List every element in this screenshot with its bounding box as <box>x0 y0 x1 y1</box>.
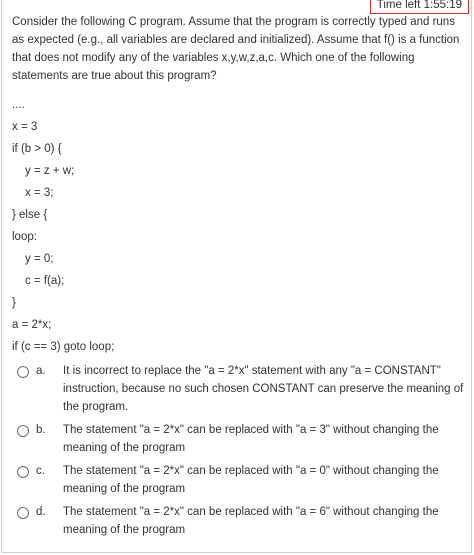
question-content <box>12 13 467 544</box>
option-text[interactable]: The statement "a = 2*x" can be replaced with "a = 6" without changing the meaning of the program <box>63 506 439 536</box>
code-line: a = 2*x; <box>12 319 52 331</box>
question-text: Consider the following C program. Assume that the program is correctly typed and runs as expected (e.g., all variables are declared and initialized). Assume that f() is a function that does not modify any of the variables x,y,w,z,a,c. Which one of the following statements are true about this program? <box>12 16 460 82</box>
code-line: y = 0; <box>25 253 54 265</box>
code-line: } else { <box>12 209 48 221</box>
radio-button-a[interactable] <box>17 366 29 378</box>
answer-option-c[interactable] <box>12 462 467 498</box>
code-line: } <box>12 297 16 309</box>
radio-button-c[interactable] <box>17 466 29 478</box>
code-line: x = 3 <box>12 121 38 133</box>
code-line: x = 3; <box>25 187 54 199</box>
code-line: y = z + w; <box>25 165 75 177</box>
option-letter: c. <box>36 465 45 477</box>
option-letter: b. <box>36 424 46 436</box>
question-card <box>1 0 472 553</box>
code-line: .... <box>12 99 25 111</box>
option-letter: a. <box>36 365 46 377</box>
code-line: c = f(a); <box>25 275 65 287</box>
option-text[interactable]: It is incorrect to replace the "a = 2*x" statement with any "a = CONSTANT" instruction, because no such chosen CONSTANT can preserve the meaning of the program. <box>63 365 464 413</box>
time-left-timer: Time left 1:55:19 <box>370 0 469 14</box>
radio-button-d[interactable] <box>17 507 29 519</box>
code-block <box>12 94 467 358</box>
answer-options <box>12 362 467 539</box>
answer-option-d[interactable] <box>12 503 467 539</box>
answer-option-a[interactable] <box>12 362 467 416</box>
code-line: loop: <box>12 231 37 243</box>
answer-option-b[interactable] <box>12 421 467 457</box>
option-text[interactable]: The statement "a = 2*x" can be replaced with "a = 0" without changing the meaning of the program <box>63 465 439 495</box>
code-line: if (c == 3) goto loop; <box>12 341 115 353</box>
code-line: if (b > 0) { <box>12 143 62 155</box>
option-text[interactable]: The statement "a = 2*x" can be replaced with "a = 3" without changing the meaning of the program <box>63 424 439 454</box>
radio-button-b[interactable] <box>17 425 29 437</box>
option-letter: d. <box>36 506 46 518</box>
